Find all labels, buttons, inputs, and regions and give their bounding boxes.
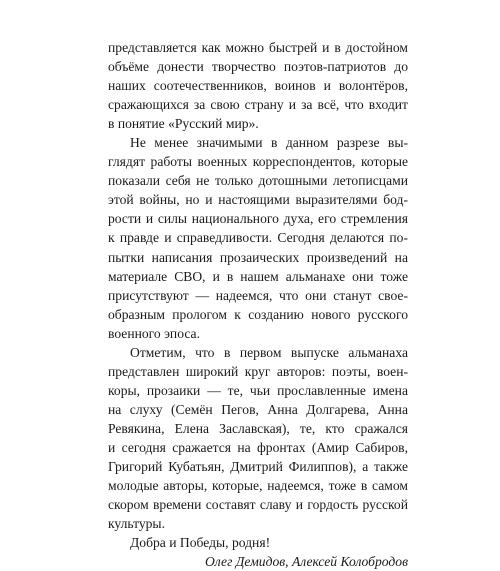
text-line: на слуху (Семён Пегов, Анна Долгарева, Анна: [108, 401, 408, 417]
text-line: к правде и справедливости. Сегодня делаются по-: [108, 230, 408, 246]
text-line: коры, прозаики — те, чьи прославленные имена: [108, 382, 408, 398]
closing-line: Добра и Победы, родня!: [130, 535, 271, 551]
text-line: наших соотечественников, воинов и волонтёров,: [108, 78, 408, 94]
page-text: [108, 38, 408, 571]
text-line: культуры.: [108, 516, 165, 532]
text-line: молодые авторы, которые, надеемся, тоже в самом: [108, 478, 408, 494]
text-line: Не менее значимыми в данном разрезе вы-: [130, 135, 408, 151]
text-line: показали себя не только дотошными летописцами: [108, 173, 408, 189]
text-line: военного эпоса.: [108, 325, 200, 341]
text-line: материале СВО, и в нашем альманахе они тоже: [108, 268, 408, 284]
text-line: объёме донести творчество поэтов-патриотов до: [108, 59, 408, 75]
signature: Олег Демидов, Алексей Колобродов: [204, 554, 408, 570]
text-line: представляется как можно быстрей и в достойном: [108, 40, 408, 55]
text-line: этой войны, но и настоящими выразителями бод-: [108, 192, 408, 208]
text-line: Отметим, что в первом выпуске альманаха: [130, 344, 408, 360]
text-line: представлен широкий круг авторов: поэты, воен-: [108, 363, 408, 379]
text-line: пытки написания прозаических произведений на: [108, 249, 408, 265]
text-line: рости и силы национального духа, его стремления: [108, 211, 408, 227]
text-line: скором времени составят славу и гордость русской: [108, 497, 408, 513]
text-line: глядят работы военных корреспондентов, которые: [108, 154, 408, 170]
text-line: Ревякина, Елена Заславская), те, кто сражался: [108, 420, 408, 436]
text-line: образным прологом к созданию нового русского: [108, 306, 408, 322]
text-line: в понятие «Русский мир».: [108, 116, 259, 132]
text-line: присутствуют — надеемся, что они станут свое-: [108, 287, 408, 303]
text-line: сражающихся за свою страну и за всё, что входит: [108, 97, 408, 113]
text-line: и сегодня сражается на фронтах (Амир Сабиров,: [108, 439, 408, 455]
text-line: Григорий Кубатьян, Дмитрий Филиппов), а также: [108, 459, 408, 475]
